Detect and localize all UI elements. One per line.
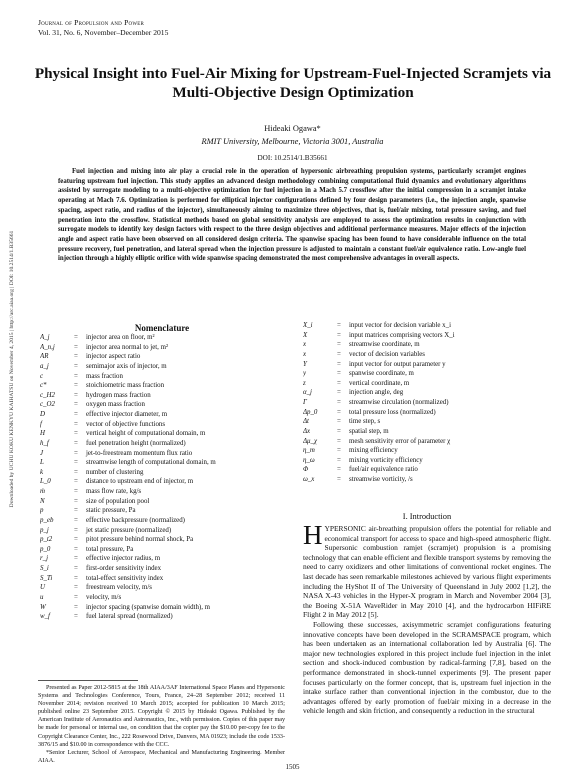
footnotes: [38, 684, 285, 765]
nomenclature-definition: input vector for output parameter y: [349, 360, 446, 368]
nomenclature-row: [303, 321, 551, 331]
nomenclature-equals: =: [74, 593, 78, 601]
nomenclature-equals: =: [74, 584, 78, 592]
journal-header: [38, 18, 168, 38]
nomenclature-row: [40, 449, 288, 459]
nomenclature-definition: mixing vorticity efficiency: [349, 456, 423, 464]
nomenclature-equals: =: [74, 382, 78, 390]
nomenclature-row: [303, 446, 551, 456]
nomenclature-row: [303, 360, 551, 370]
nomenclature-equals: =: [74, 526, 78, 534]
nomenclature-symbol: L_0: [40, 478, 51, 486]
nomenclature-definition: input vector for decision variable x_i: [349, 322, 451, 329]
nomenclature-row: [40, 410, 288, 420]
nomenclature-definition: total pressure, Pa: [86, 545, 134, 553]
nomenclature-definition: fuel lateral spread (normalized): [86, 613, 173, 621]
introduction-paragraph-1-text: YPERSONIC air-breathing propulsion offers the potential for reliable and economical transport for access to space and high-speed atmospheric flight. Supersonic combustion ramjet (scramjet) propulsion is a promising technology that can enable efficient and flexible transport systems by removing the need to carry oxidizers and other limitations of conventional rocket engines. The last decade has seen remarkable milestones achieved by various flight experiments including the HyShot II of The University of Queensland in July 2002 [1,2], the NASA X-43 vehicles in the Hyper-X program in March and November 2004 [3], the Boeing X-51A WaveRider in May 2010 [4], and the hydrocarbon HIFiRE Flight 2 in May 2012 [5].: [303, 524, 551, 620]
nomenclature-row: [40, 603, 288, 613]
nomenclature-row: [40, 343, 288, 353]
nomenclature-equals: =: [74, 334, 78, 341]
nomenclature-definition: static pressure, Pa: [86, 507, 136, 515]
nomenclature-equals: =: [74, 420, 78, 428]
nomenclature-symbol: A_n,j: [40, 343, 55, 351]
nomenclature-row: [303, 398, 551, 408]
nomenclature-definition: semimajor axis of injector, m: [86, 362, 167, 370]
nomenclature-row: [303, 369, 551, 379]
nomenclature-definition: mass fraction: [86, 372, 123, 380]
nomenclature-definition: streamwise vorticity, /s: [349, 476, 413, 483]
nomenclature-equals: =: [337, 447, 341, 455]
nomenclature-symbol: Φ: [303, 466, 309, 474]
footnote-publication: Presented as Paper 2012-5815 at the 18th AIAA/3AF International Space Planes and Hypersonic Systems and Technologies Conference, Tours, France, 24–28 September 2012; received 11 November 2014; revision received 10 March 2015; accepted for publication 10 March 2015; published online 23 September 2015. Copyright © 2015 by Hideaki Ogawa. Published by the American Institute of Aeronautics and Astronautics, Inc., with permission. Copies of this paper may be made for personal or internal use, on condition that the copier pay the $10.00 per-copy fee to the Copyright Clearance Center, Inc., 222 Rosewood Drive, Danvers, MA 01923; include the code 1533-3876/15 and $10.00 in correspondence with the CCC.: [38, 685, 285, 748]
nomenclature-equals: =: [74, 574, 78, 582]
nomenclature-equals: =: [74, 603, 78, 611]
nomenclature-definition: streamwise coordinate, m: [349, 341, 420, 349]
nomenclature-row: [40, 583, 288, 593]
introduction-body: [303, 520, 551, 716]
nomenclature-equals: =: [337, 389, 341, 397]
nomenclature-definition: oxygen mass fraction: [86, 401, 145, 409]
nomenclature-symbol: w_f: [40, 613, 50, 621]
nomenclature-equals: =: [74, 411, 78, 418]
nomenclature-definition: fuel penetration height (normalized): [86, 439, 186, 447]
nomenclature-equals: =: [337, 456, 341, 464]
nomenclature-definition: time step, s: [349, 418, 381, 426]
nomenclature-symbol: u: [40, 593, 44, 601]
nomenclature-symbol: Δt: [303, 418, 309, 426]
nomenclature-definition: distance to upstream end of injector, m: [86, 478, 194, 486]
nomenclature-equals: =: [74, 478, 78, 486]
nomenclature-symbol: r_j: [40, 555, 49, 563]
nomenclature-symbol: D: [40, 411, 45, 418]
nomenclature-row: [40, 439, 288, 449]
nomenclature-heading: Nomenclature: [134, 323, 190, 333]
nomenclature-equals: =: [337, 360, 341, 368]
nomenclature-equals: =: [74, 468, 78, 476]
nomenclature-row: [40, 362, 288, 372]
nomenclature-equals: =: [74, 362, 78, 370]
nomenclature-definition: total pressure loss (normalized): [349, 408, 436, 416]
nomenclature-definition: spanwise coordinate, m: [349, 370, 414, 378]
nomenclature-equals: =: [337, 331, 341, 339]
nomenclature-symbol: Γ: [303, 399, 307, 406]
nomenclature-symbol: H: [40, 430, 45, 438]
nomenclature-equals: =: [337, 322, 341, 329]
nomenclature-symbol: Y: [303, 360, 307, 368]
nomenclature-symbol: z: [303, 379, 306, 387]
nomenclature-row: [40, 516, 288, 526]
paper-title: Physical Insight into Fuel-Air Mixing for Upstream-Fuel-Injected Scramjets via Multi-Objective Design Optimization: [34, 65, 552, 101]
nomenclature-row: [40, 497, 288, 507]
nomenclature-definition: vector of decision variables: [349, 350, 425, 358]
nomenclature-row: [40, 333, 288, 343]
nomenclature-definition: input matrices comprising vectors X_i: [349, 331, 455, 339]
nomenclature-definition: injector aspect ratio: [86, 353, 141, 361]
nomenclature-definition: effective backpressure (normalized): [86, 516, 185, 524]
nomenclature-definition: pitot pressure behind normal shock, Pa: [86, 536, 194, 544]
nomenclature-row: [40, 554, 288, 564]
nomenclature-row: [40, 372, 288, 382]
nomenclature-definition: jet static pressure (normalized): [86, 526, 172, 534]
nomenclature-definition: injector area normal to jet, m²: [86, 343, 169, 351]
nomenclature-symbol: Δx: [303, 427, 311, 435]
nomenclature-row: [40, 381, 288, 391]
nomenclature-definition: injection angle, deg: [349, 389, 404, 397]
nomenclature-row: [40, 391, 288, 401]
nomenclature-equals: =: [74, 372, 78, 380]
nomenclature-symbol: h_f: [40, 439, 49, 447]
nomenclature-equals: =: [74, 353, 78, 361]
nomenclature-equals: =: [337, 408, 341, 416]
nomenclature-symbol: W: [40, 603, 46, 611]
nomenclature-definition: freestream velocity, m/s: [86, 584, 152, 592]
nomenclature-definition: jet-to-freestream momentum flux ratio: [86, 449, 193, 457]
nomenclature-definition: effective injector radius, m: [86, 555, 161, 563]
nomenclature-row: [303, 408, 551, 418]
footnote-author: *Senior Lecturer, School of Aerospace, Mechanical and Manufacturing Engineering. Member AIAA.: [38, 749, 285, 764]
nomenclature-symbol: x: [303, 350, 307, 358]
nomenclature-definition: streamwise length of computational domain, m: [86, 459, 216, 467]
nomenclature-equals: =: [74, 391, 78, 399]
nomenclature-symbol: c_H2: [40, 391, 55, 399]
nomenclature-row: [40, 564, 288, 574]
nomenclature-equals: =: [337, 370, 341, 378]
nomenclature-symbol: N: [40, 497, 45, 505]
journal-name: Journal of Propulsion and Power: [38, 18, 145, 27]
nomenclature-definition: stoichiometric mass fraction: [86, 382, 165, 390]
nomenclature-equals: =: [74, 459, 78, 467]
nomenclature-equals: =: [74, 565, 78, 572]
nomenclature-symbol: Δμ_χ: [303, 437, 317, 445]
nomenclature-definition: fuel/air equivalence ratio: [349, 466, 418, 474]
nomenclature-symbol: c_O2: [40, 401, 55, 409]
nomenclature-row: [40, 612, 288, 622]
nomenclature-equals: =: [74, 343, 78, 351]
introduction-paragraph-2: Following these successes, axisymmetric scramjet configurations featuring innovative concepts have been developed in the SCRAMSPACE program, which has been undertaken as an international collaboration led by Australia [6]. The major new technologies explored in this project include fuel injection in the inlet section and shock-induced combustion by radical-farming [7,8], based on the performance demonstrated in shock-tunnel experiments [9]. The present paper focuses particularly on the former concept, that is, upstream fuel injection in the intake surface rather than conventional injection in the combustor, due to the advantages offered by early promotion of fuel/air mixing in a decrease in the vehicle length and skin friction, and consequently a reduction in the structural: [303, 619, 551, 716]
nomenclature-symbol: AR: [40, 353, 49, 361]
nomenclature-equals: =: [74, 430, 78, 438]
nomenclature-row: [303, 350, 551, 360]
nomenclature-symbol: α_j: [303, 389, 312, 397]
nomenclature-equals: =: [74, 449, 78, 457]
nomenclature-row: [40, 420, 288, 430]
nomenclature-equals: =: [337, 427, 341, 435]
nomenclature-symbol: η_ω: [303, 456, 315, 464]
nomenclature-list-left: [40, 333, 288, 622]
nomenclature-row: [40, 487, 288, 497]
nomenclature-definition: spatial step, m: [349, 427, 389, 435]
nomenclature-equals: =: [337, 379, 341, 387]
nomenclature-definition: total-effect sensitivity index: [86, 574, 164, 582]
nomenclature-equals: =: [337, 341, 341, 349]
author-name: Hideaki Ogawa*: [264, 124, 321, 133]
nomenclature-definition: vector of objective functions: [86, 420, 166, 428]
nomenclature-equals: =: [337, 476, 341, 483]
nomenclature-definition: velocity, m/s: [86, 593, 122, 601]
nomenclature-symbol: L: [40, 459, 44, 467]
nomenclature-definition: mass flow rate, kg/s: [86, 488, 142, 495]
nomenclature-symbol: η_m: [303, 447, 315, 455]
nomenclature-row: [40, 458, 288, 468]
download-sidebar: Downloaded by UCHU KOKU KENKYU KAIHATSU on November 4, 2015 | http://arc.aiaa.org | DOI: 10.2514/1.B35661: [9, 230, 15, 508]
nomenclature-row: [40, 477, 288, 487]
nomenclature-row: [40, 506, 288, 516]
nomenclature-symbol: c*: [40, 382, 47, 390]
nomenclature-row: [303, 427, 551, 437]
nomenclature-symbol: p_0: [40, 545, 51, 553]
introduction-heading: I. Introduction: [402, 512, 452, 521]
nomenclature-row: [40, 574, 288, 584]
nomenclature-symbol: Δp_0: [303, 408, 318, 416]
nomenclature-equals: =: [337, 418, 341, 426]
nomenclature-equals: =: [74, 401, 78, 409]
nomenclature-symbol: U: [40, 584, 45, 592]
nomenclature-symbol: k: [40, 468, 44, 476]
nomenclature-definition: first-order sensitivity index: [86, 565, 162, 572]
nomenclature-row: [40, 400, 288, 410]
nomenclature-definition: vertical coordinate, m: [349, 379, 410, 387]
nomenclature-symbol: X_i: [303, 322, 313, 329]
dropcap-letter: H: [303, 520, 323, 550]
nomenclature-equals: =: [74, 488, 78, 495]
nomenclature-symbol: y: [303, 370, 307, 378]
nomenclature-row: [303, 475, 551, 485]
nomenclature-row: [40, 429, 288, 439]
footnote-divider: [38, 680, 138, 681]
nomenclature-definition: effective injector diameter, m: [86, 411, 168, 418]
nomenclature-definition: injector spacing (spanwise domain width), m: [86, 603, 211, 611]
nomenclature-symbol: S_i: [40, 565, 49, 572]
nomenclature-equals: =: [74, 516, 78, 524]
nomenclature-row: [303, 331, 551, 341]
nomenclature-definition: number of clustering: [86, 468, 144, 476]
nomenclature-row: [303, 437, 551, 447]
nomenclature-row: [303, 417, 551, 427]
nomenclature-equals: =: [74, 545, 78, 553]
nomenclature-definition: size of population pool: [86, 497, 150, 505]
nomenclature-symbol: x: [303, 341, 307, 349]
nomenclature-symbol: J: [40, 449, 44, 457]
nomenclature-equals: =: [74, 439, 78, 447]
nomenclature-row: [40, 593, 288, 603]
nomenclature-symbol: ṁ: [40, 488, 45, 495]
nomenclature-symbol: a_j: [40, 362, 49, 370]
nomenclature-row: [40, 352, 288, 362]
nomenclature-row: [40, 526, 288, 536]
nomenclature-symbol: X: [303, 331, 308, 339]
nomenclature-definition: mixing efficiency: [349, 447, 398, 455]
nomenclature-equals: =: [74, 536, 78, 544]
nomenclature-row: [303, 340, 551, 350]
nomenclature-definition: streamwise circulation (normalized): [349, 399, 449, 406]
author-affiliation: RMIT University, Melbourne, Victoria 3001, Australia: [201, 137, 384, 146]
nomenclature-symbol: p_eb: [40, 516, 54, 524]
nomenclature-row: [303, 379, 551, 389]
nomenclature-symbol: A_j: [40, 334, 50, 341]
nomenclature-equals: =: [74, 497, 78, 505]
nomenclature-symbol: c: [40, 372, 44, 380]
nomenclature-definition: vertical height of computational domain, m: [86, 430, 206, 438]
nomenclature-row: [40, 535, 288, 545]
nomenclature-list-right: [303, 321, 551, 485]
nomenclature-row: [303, 388, 551, 398]
nomenclature-symbol: p: [40, 507, 44, 515]
journal-issue: Vol. 31, No. 6, November–December 2015: [38, 28, 169, 37]
nomenclature-equals: =: [74, 555, 78, 563]
nomenclature-equals: =: [337, 466, 341, 474]
nomenclature-equals: =: [337, 399, 341, 406]
nomenclature-symbol: ω_x: [303, 476, 315, 483]
nomenclature-definition: hydrogen mass fraction: [86, 391, 151, 399]
nomenclature-symbol: p_j: [40, 526, 49, 534]
nomenclature-equals: =: [337, 437, 341, 445]
page-number: 1505: [285, 763, 300, 771]
nomenclature-row: [303, 456, 551, 466]
nomenclature-definition: mesh sensitivity error of parameter χ: [349, 437, 451, 445]
doi-link[interactable]: DOI: 10.2514/1.B35661: [257, 154, 328, 162]
nomenclature-row: [40, 545, 288, 555]
nomenclature-equals: =: [74, 613, 78, 621]
nomenclature-symbol: f: [40, 420, 42, 428]
nomenclature-row: [303, 465, 551, 475]
nomenclature-equals: =: [74, 507, 78, 515]
nomenclature-definition: injector area on floor, m²: [86, 334, 155, 341]
nomenclature-symbol: p_t2: [40, 536, 53, 544]
abstract: Fuel injection and mixing into air play a crucial role in the operation of hypersonic airbreathing propulsion systems, particularly scramjet engines featuring upstream fuel injection. This study applies an advanced design methodology combining computational fluid dynamics and evolutionary algorithms assisted by surrogate modeling to a multi-objective optimization for fuel injection in a Mach 5.7 crossflow after the initial compression in a scramjet intake operating at Mach 7.6. Optimization is performed for elliptical injector configurations defined by four design parameters (i.e., the injection angle, spanwise spacing, aspect ratio, and radius of the injector), simultaneously aiming to maximize three objectives, that is, fuel/air mixing, total pressure saving, and fuel penetration into the crossflow. Statistical methods based on global sensitivity analysis are employed to assess the optimization results in conjunction with surrogate models to identify key design factors with respect to the three design objectives and additional performance measures. Major effects of the injection angle and aspect ratio have been observed on all considered design criteria. The spanwise spacing has been found to have considerable influence on the total pressure recovery, fuel penetration, and lateral spread when the injection pressure is adjusted to maintain a constant fuel/air equivalence ratio. Low-angle fuel injection through a highly elliptic orifice with wide spanwise spacing demonstrated the most comprehensive advantages in overall aspects.: [58, 168, 526, 263]
introduction-paragraph-1: [303, 520, 551, 620]
nomenclature-symbol: S_Ti: [40, 574, 53, 582]
nomenclature-row: [40, 468, 288, 478]
nomenclature-equals: =: [337, 350, 341, 358]
